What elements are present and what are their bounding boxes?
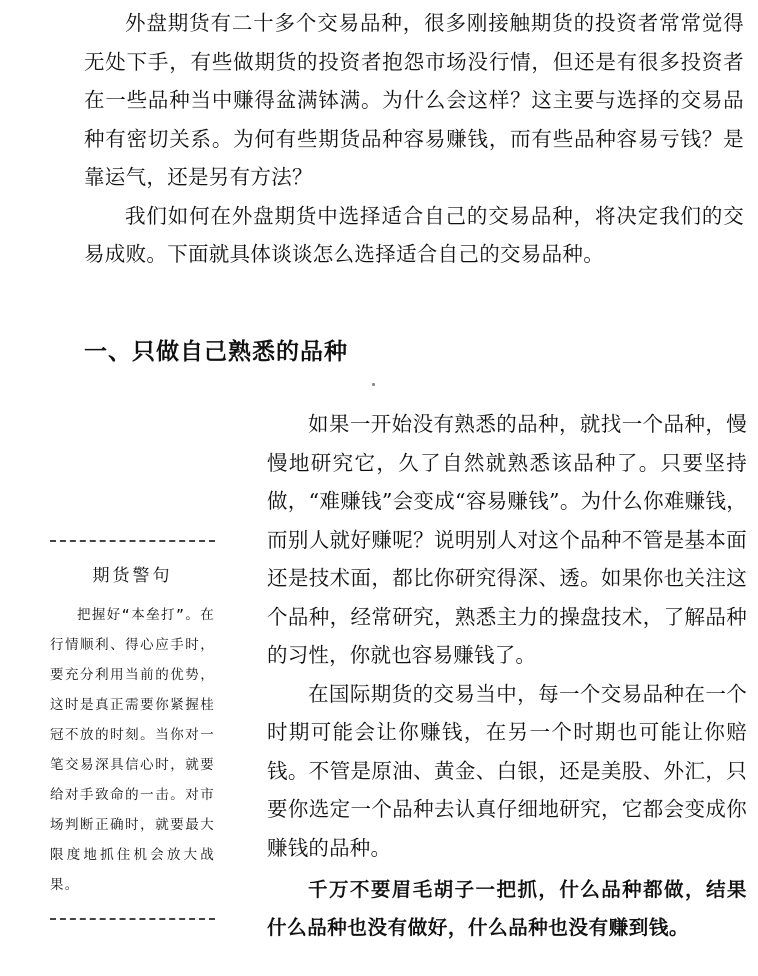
scan-speck: [372, 383, 375, 386]
sidebar-bottom-divider: [50, 918, 215, 920]
sidebar-callout: [50, 540, 215, 920]
sidebar-top-divider: [50, 540, 215, 542]
intro-paragraph-1: 外盘期货有二十多个交易品种，很多刚接触期货的投资者常常觉得无处下手，有些做期货的投资者抱怨市场没行情，但还是有很多投资者在一些品种当中赚得盆满钵满。为什么会这样？这主要与选择的交易品种有密切关系。为何有些期货品种容易赚钱，而有些品种容易亏钱？是靠运气，还是另有方法？: [84, 11, 744, 189]
intro-paragraph-2: 我们如何在外盘期货中选择适合自己的交易品种，将决定我们的交易成败。下面就具体谈谈怎么选择适合自己的交易品种。: [84, 203, 744, 266]
sidebar-title: 期货警句: [92, 566, 173, 586]
main-paragraph-1: 如果一开始没有熟悉的品种，就找一个品种，慢慢地研究它，久了自然就熟悉该品种了。只要坚持做，“难赚钱”会变成“容易赚钱”。为什么你难赚钱，而别人就好赚呢？说明别人对这个品种不管是基本面还是技术面，都比你研究得深、透。如果你也关注这个品种，经常研究，熟悉主力的操盘技术，了解品种的习性，你就也容易赚钱了。: [267, 412, 747, 667]
main-text-section: [267, 405, 747, 947]
main-paragraph-3-bold: 千万不要眉毛胡子一把抓，什么品种都做，结果什么品种也没有做好，什么品种也没有赚到钱。: [267, 878, 747, 939]
sidebar-text: 把握好“本垒打”。在行情顺利、得心应手时，要充分利用当前的优势，这时是真正需要你紧握桂冠不放的时刻。当你对一笔交易深具信心时，就要给对手致命的一击。对市场判断正确时，就要最大限度地抓住机会放大战果。: [50, 607, 215, 893]
section-heading: 一、只做自己熟悉的品种: [84, 339, 348, 365]
main-paragraph-2: 在国际期货的交易当中，每一个交易品种在一个时期可能会让你赚钱，在另一个时期也可能让你赔钱。不管是原油、黄金、白银，还是美股、外汇，只要你选定一个品种去认真仔细地研究，它都会变成你赚钱的品种。: [267, 681, 747, 860]
intro-section: [84, 4, 744, 274]
